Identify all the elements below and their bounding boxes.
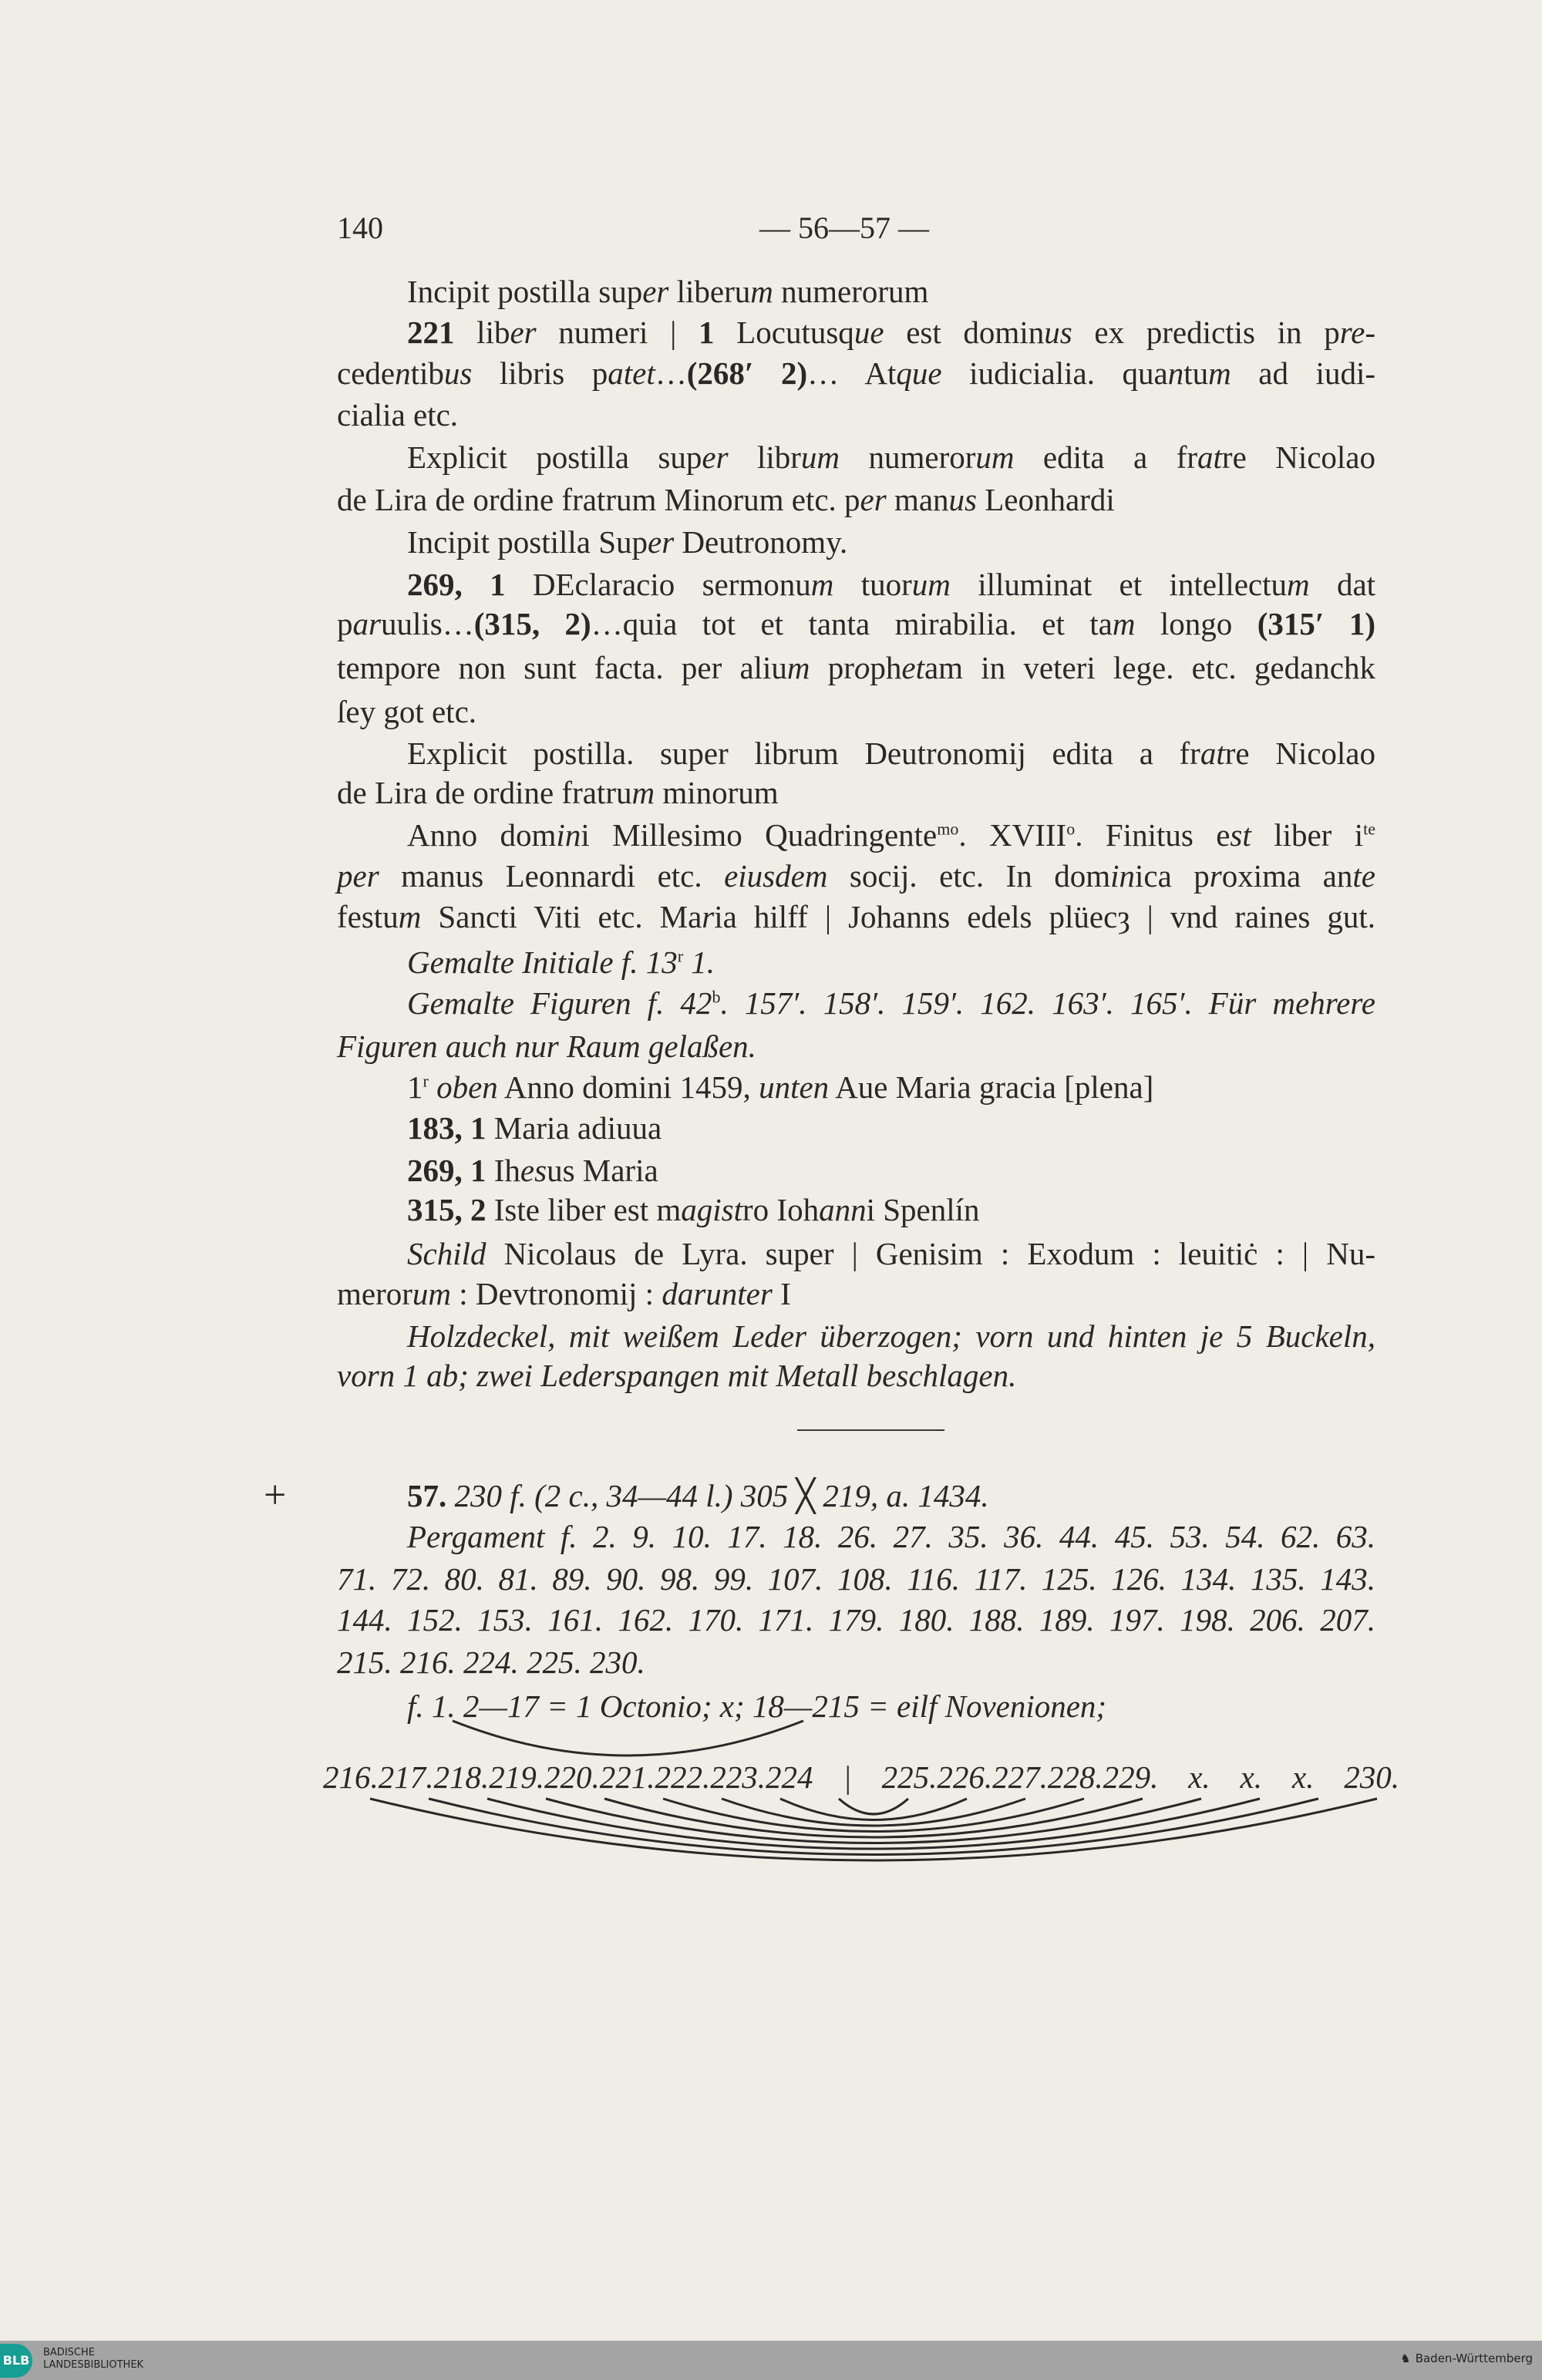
text-segment: n — [395, 355, 411, 391]
text-segment: darunter — [662, 1276, 773, 1311]
text-segment: er — [702, 439, 729, 475]
text-segment: b — [712, 987, 721, 1007]
text-segment: atet — [608, 355, 655, 391]
text-segment: i Millesimo Quadringente — [581, 817, 938, 853]
text-segment: in — [556, 817, 581, 853]
text-segment: Holzdeckel, mit weißem Leder überzogen; vorn und hinten je 5 Buckeln, — [407, 1318, 1375, 1354]
library-name-line2: LANDESBIBLIOTHEK — [43, 2359, 144, 2371]
text-segment: (315, 2) — [473, 606, 591, 641]
library-name — [43, 2347, 143, 2372]
text-segment: (268′ 2) — [686, 355, 808, 391]
text-segment: r — [423, 1071, 429, 1091]
state-lions-icon: ♞ — [1400, 2351, 1411, 2365]
text-segment: uulis… — [380, 606, 474, 641]
text-segment: at — [1200, 736, 1225, 771]
text-segment: vorn 1 ab; zwei Lederspangen mit Metall beschlagen. — [337, 1358, 1017, 1393]
text-segment: m — [750, 274, 773, 309]
text-segment: Deutronomy. — [674, 524, 848, 560]
text-segment: te — [1352, 858, 1375, 894]
text-segment: 144. 152. 153. 161. 162. 170. 171. 179. 180. 188. 189. 197. 198. 206. 207. — [337, 1602, 1375, 1638]
text-segment: tu — [1183, 355, 1209, 391]
text-segment: est domin — [884, 315, 1045, 350]
text-segment: er — [648, 524, 675, 560]
text-segment: 1. — [683, 944, 715, 980]
text-segment: ex predictis in p — [1072, 315, 1340, 350]
text-segment: ph — [870, 650, 902, 685]
footer-bar — [0, 2341, 1542, 2380]
text-segment: 269, 1 — [407, 567, 506, 602]
text-segment: te — [1363, 819, 1376, 839]
text-segment: 71. 72. 80. 81. 89. 90. 98. 99. 107. 108. 116. 117. 125. 126. 134. 135. 143. — [337, 1561, 1375, 1597]
text-segment: Nicolaus de Lyra. super | Genisim : Exodum : leuitiċ : | Nu- — [486, 1236, 1375, 1271]
text-segment: st — [1230, 817, 1251, 853]
text-segment: us Maria — [547, 1153, 658, 1188]
text-segment: 221 — [407, 315, 455, 350]
text-segment: . XVIII — [958, 817, 1067, 853]
text-segment: . 157′. 158′. 159′. 162. 163′. 165′. Für mehrere — [720, 985, 1375, 1021]
text-segment: es — [520, 1153, 547, 1188]
text-segment: man — [886, 482, 949, 517]
text-segment: um — [412, 1276, 452, 1311]
text-segment: manus Leonnardi etc. — [379, 858, 725, 894]
text-segment: o — [1066, 819, 1076, 839]
text-segment: us — [1044, 315, 1072, 350]
collation-row: 216.217.218.219.220.221.222.223.224 | 225.226.227.228.229. x. x. x. 230. — [323, 1759, 1399, 1795]
text-segment: numerorum — [773, 274, 929, 309]
text-segment: illuminat et intellectu — [950, 567, 1288, 602]
octonio-arc — [453, 1721, 803, 1756]
text-segment: 1 — [407, 1069, 423, 1105]
text-segment: r — [677, 946, 684, 966]
text-segment: Iste liber est m — [486, 1192, 682, 1227]
text-segment: Maria adiuua — [486, 1110, 662, 1146]
text-segment: Anno dom — [407, 817, 557, 853]
text-segment: tib — [410, 355, 444, 391]
text-segment: r — [1209, 858, 1222, 894]
text-segment: re Nicolao — [1224, 736, 1375, 771]
text-segment: (315′ 1) — [1257, 606, 1375, 641]
text-segment: minorum — [655, 775, 779, 810]
text-segment: 183, 1 — [407, 1110, 487, 1146]
text-segment: n — [1167, 355, 1184, 391]
text-segment: … — [655, 355, 687, 391]
text-segment: Incipit postilla Sup — [407, 524, 648, 560]
text-segment: Explicit postilla sup — [407, 439, 702, 475]
text-segment: 269, 1 — [407, 1153, 487, 1188]
text-segment: cede — [337, 355, 396, 391]
text-segment: Aue Maria gracia [plena] — [829, 1069, 1154, 1105]
text-segment: um — [975, 439, 1015, 475]
text-segment: 230 f. (2 c., 34—44 l.) 305 ╳ 219, a. 1434. — [454, 1478, 989, 1513]
text-segment: libr — [728, 439, 801, 475]
text-segment: Figuren auch nur Raum gelaßen. — [337, 1028, 756, 1064]
text-segment: r — [702, 899, 715, 934]
text-segment: i Spenlín — [866, 1192, 980, 1227]
text-segment: tempore non sunt facta. per aliu — [337, 650, 787, 685]
text-segment: m — [1112, 606, 1136, 641]
text-segment: 57. — [407, 1478, 447, 1513]
library-name-line1: BADISCHE — [43, 2347, 95, 2358]
text-segment: m — [810, 567, 834, 602]
text-segment: pr — [810, 650, 854, 685]
text-segment: at — [1197, 439, 1222, 475]
text-segment: Anno domini 1459, — [497, 1069, 759, 1105]
text-segment: I — [772, 1276, 791, 1311]
text-segment: re Nicolao — [1221, 439, 1376, 475]
text-segment: er — [860, 482, 887, 517]
state-logo[interactable] — [1400, 2351, 1533, 2365]
text-segment: numeror — [840, 439, 976, 475]
text-segment: oxima an — [1221, 858, 1353, 894]
text-segment: liberu — [668, 274, 751, 309]
text-segment: m — [1208, 355, 1231, 391]
text-segment: libris p — [472, 355, 608, 391]
text-segment: p — [337, 606, 353, 641]
text-segment: dat — [1309, 567, 1376, 602]
text-segment: Gemalte Figuren f. 42 — [407, 985, 712, 1021]
text-segment: er — [510, 315, 537, 350]
text-segment: Explicit postilla. super librum Deutronomij edita a fr — [407, 736, 1200, 771]
text-segment: lib — [454, 315, 510, 350]
nested-arc — [839, 1799, 908, 1814]
text-segment: ad iudi- — [1231, 355, 1375, 391]
text-segment: er — [642, 274, 669, 309]
text-segment: in — [1110, 858, 1135, 894]
text-segment: um — [800, 439, 840, 475]
text-segment: longo — [1135, 606, 1258, 641]
text-segment: Ih — [486, 1153, 520, 1188]
text-segment: liber i — [1251, 817, 1364, 853]
text-segment: us — [948, 482, 978, 517]
text-segment: ar — [352, 606, 381, 641]
text-segment: m — [631, 775, 655, 810]
text-segment: 315, 2 — [407, 1192, 487, 1227]
text-segment: numeri | — [536, 315, 699, 350]
text-segment: . Finitus e — [1075, 817, 1231, 853]
text-segment: mo — [937, 819, 959, 839]
running-title: — 56—57 — — [759, 210, 929, 245]
text-segment: … At — [807, 355, 897, 391]
text-segment: et — [901, 650, 924, 685]
page-number: 140 — [337, 210, 383, 245]
text-segment: socij. etc. In dom — [827, 858, 1111, 894]
text-segment: de Lira de ordine fratru — [337, 775, 632, 810]
text-segment: Locutusq — [714, 315, 854, 350]
text-segment: us — [443, 355, 473, 391]
nested-arc — [780, 1799, 967, 1820]
text-segment: : Devtronomij : — [451, 1276, 662, 1311]
text-segment: festu — [337, 899, 399, 934]
text-segment: unten — [759, 1069, 830, 1105]
text-segment: tuor — [833, 567, 912, 602]
text-segment: oben — [436, 1069, 498, 1105]
nested-arc-group — [370, 1799, 1377, 1860]
text-segment: um — [911, 567, 951, 602]
text-segment: Leonhardi — [977, 482, 1115, 517]
text-segment: Sancti Viti etc. Ma — [421, 899, 702, 934]
text-segment: Incipit postilla sup — [407, 274, 643, 309]
text-segment: ro Ioh — [742, 1192, 820, 1227]
text-segment: m — [786, 650, 810, 685]
text-segment: 215. 216. 224. 225. 230. — [337, 1644, 645, 1680]
text-segment: iudicialia. qua — [941, 355, 1168, 391]
text-segment: eiusdem — [724, 858, 828, 894]
text-segment: ica p — [1135, 858, 1210, 894]
text-segment: DEclaracio sermonu — [505, 567, 811, 602]
text-segment: cialia etc. — [337, 397, 459, 433]
state-name: Baden-Württemberg — [1415, 2351, 1533, 2365]
text-segment: Pergament f. 2. 9. 10. 17. 18. 26. 27. 35. 36. 44. 45. 53. 54. 62. 63. — [407, 1519, 1375, 1554]
text-segment: re- — [1339, 315, 1375, 350]
text-segment: edita a fr — [1014, 439, 1198, 475]
text-segment: ann — [819, 1192, 867, 1227]
text-segment: m — [1287, 567, 1310, 602]
text-segment: agist — [681, 1192, 743, 1227]
text-segment: Gemalte Initiale f. 13 — [407, 944, 678, 980]
text-segment: am in veteri lege. etc. gedanchk — [924, 650, 1375, 685]
margin-cross-mark: + — [264, 1473, 287, 1517]
text-segment: Schild — [407, 1236, 487, 1271]
text-segment: de Lira de ordine fratrum Minorum etc. p — [337, 482, 860, 517]
text-segment: f. 1. 2—17 = 1 Octonio; x; 18—215 = eilf Novenionen; — [407, 1688, 1107, 1724]
text-segment: que — [896, 355, 942, 391]
text-segment: …quia tot et tanta mirabilia. et ta — [591, 606, 1113, 641]
blb-logo[interactable]: BLB — [0, 2344, 32, 2378]
text-segment: per — [337, 858, 379, 894]
text-segment: o — [853, 650, 870, 685]
nested-arc — [722, 1799, 1025, 1826]
text-segment: ia hilff | Johanns edels plüecȝ | vnd raines gut. — [714, 899, 1375, 934]
text-segment: ſey got etc. — [337, 694, 477, 729]
text-segment: meror — [337, 1276, 412, 1311]
text-segment: ue — [853, 315, 884, 350]
text-segment: m — [398, 899, 422, 934]
nested-arc — [487, 1799, 1260, 1849]
text-segment: 1 — [699, 315, 715, 350]
